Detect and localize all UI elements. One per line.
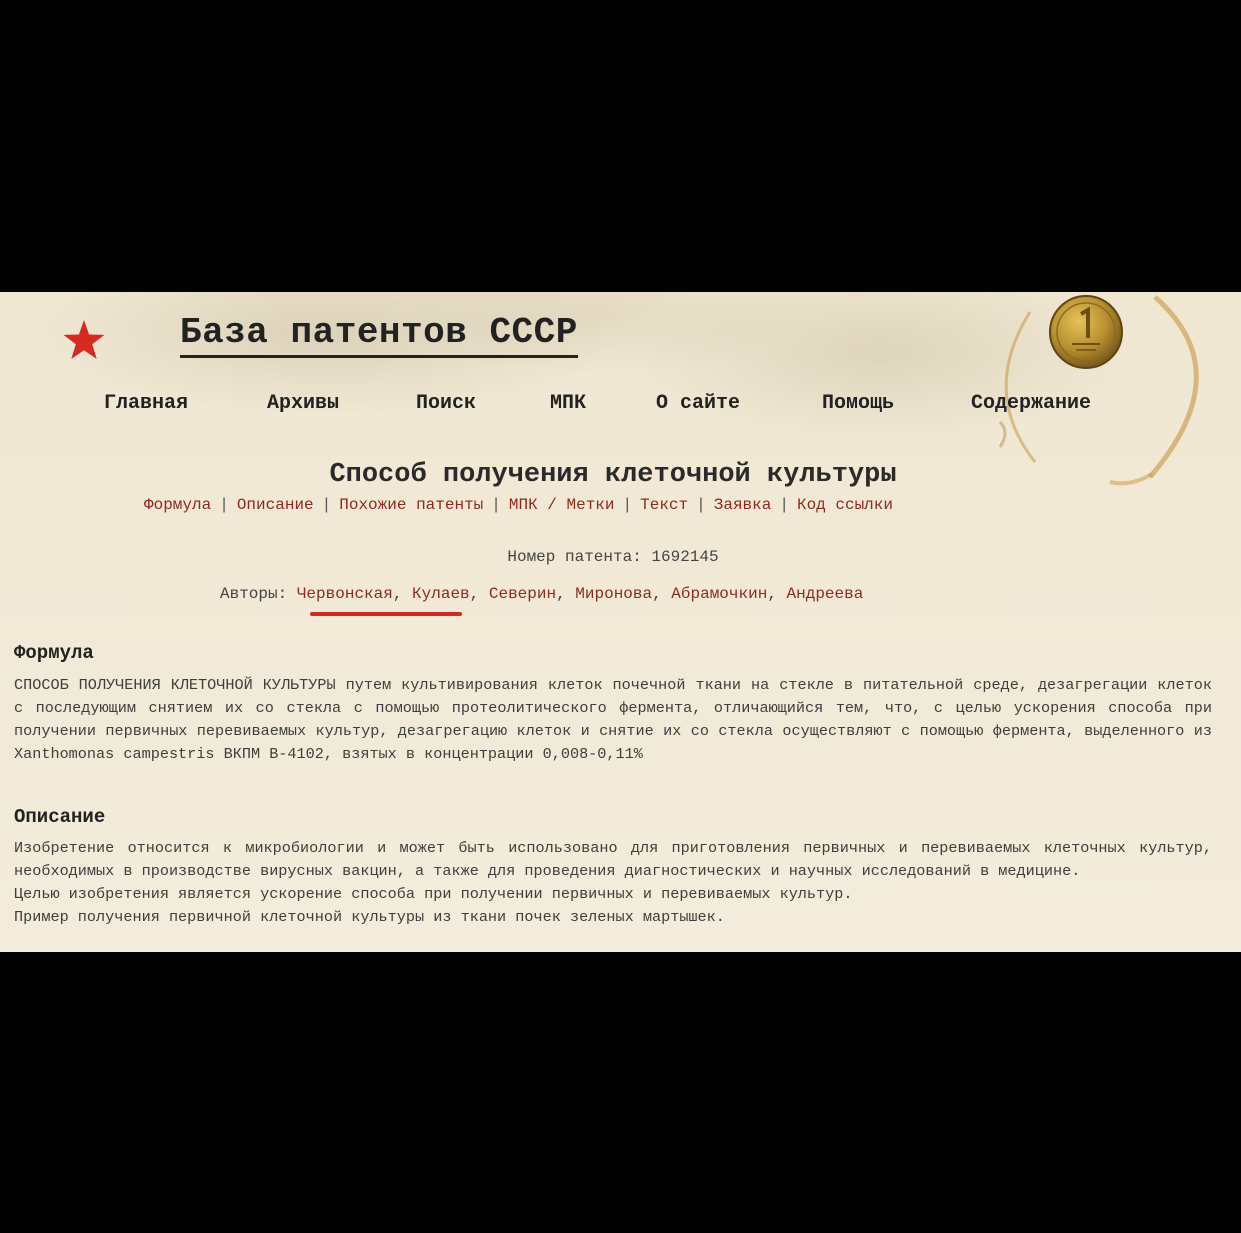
author-link[interactable]: Кулаев — [412, 585, 470, 603]
link-ipc-tags[interactable]: МПК / Метки — [508, 496, 615, 514]
patent-page — [0, 292, 1241, 952]
nav-item-search[interactable]: Поиск — [416, 392, 477, 415]
description-paragraph: Целью изобретения является ускорение способа при получении первичных и перевиваемых культур. — [14, 885, 853, 903]
link-formula[interactable]: Формула — [144, 496, 212, 514]
main-navigation — [0, 392, 1241, 416]
link-similar-patents[interactable]: Похожие патенты — [339, 496, 484, 514]
description-heading: Описание — [14, 806, 106, 828]
patent-title: Способ получения клеточной культуры — [329, 460, 897, 490]
formula-heading: Формула — [14, 642, 94, 664]
separator: | — [622, 496, 633, 514]
soviet-kopeck-coin-icon — [1048, 294, 1124, 370]
description-paragraph: Изобретение относится к микробиологии и может быть использовано для приготовления первичных и перевиваемых клеточных культур, необходимых в производстве вирусных вакцин, а также для проведения диагностических и научных исследований в медицине. — [14, 839, 1212, 880]
author-link[interactable]: Андреева — [786, 585, 864, 603]
link-description[interactable]: Описание — [236, 496, 314, 514]
link-reference-code[interactable]: Код ссылки — [796, 496, 893, 514]
separator: | — [779, 496, 789, 514]
nav-item-archives[interactable]: Архивы — [267, 392, 340, 415]
patent-section-links — [144, 496, 893, 514]
separator: | — [321, 496, 332, 514]
author-link[interactable]: Миронова — [575, 585, 653, 603]
formula-text: СПОСОБ ПОЛУЧЕНИЯ КЛЕТОЧНОЙ КУЛЬТУРЫ путем культивирования клеток почечной ткани на стекле в питательной среде, дезагрегации клеток с последующим снятием их со стекла с помощью протеолитического фермента, отличающийся тем, что, с целью ускорения способа при получении первичных перевиваемых культур, дезагрегацию клеток и снятие их со стекла осуществляют с помощью фермента, выделенного из Xanthomonas campestris ВКПМ В-4102, взятых в концентрации 0,008-0,11% — [14, 676, 1212, 763]
red-star-icon — [62, 318, 106, 362]
separator: | — [219, 496, 229, 514]
nav-item-contents[interactable]: Содержание — [971, 392, 1092, 415]
formula-body — [14, 674, 1212, 766]
separator: | — [696, 496, 706, 514]
author-link[interactable]: Северин — [488, 585, 557, 603]
separator: | — [491, 496, 501, 514]
nav-item-ipc[interactable]: МПК — [550, 392, 587, 415]
authors-label: Авторы: — [220, 585, 288, 603]
patent-number: Номер патента: 1692145 — [507, 548, 719, 566]
authors-line: Авторы: Червонская, Кулаев, Северин, Миронова, Абрамочкин, Андреева — [220, 585, 864, 603]
nav-item-help[interactable]: Помощь — [822, 392, 895, 415]
description-body — [14, 837, 1212, 929]
author-link[interactable]: Червонская — [296, 585, 393, 603]
description-paragraph: Пример получения первичной клеточной культуры из ткани почек зеленых мартышек. — [14, 908, 725, 926]
site-title[interactable]: База патентов СССР — [180, 312, 578, 358]
author-highlight-underline — [310, 612, 462, 616]
link-application[interactable]: Заявка — [713, 496, 772, 514]
link-text[interactable]: Текст — [640, 496, 689, 514]
nav-item-about[interactable]: О сайте — [656, 392, 741, 415]
author-link[interactable]: Абрамочкин — [671, 585, 768, 603]
nav-item-home[interactable]: Главная — [104, 392, 189, 415]
